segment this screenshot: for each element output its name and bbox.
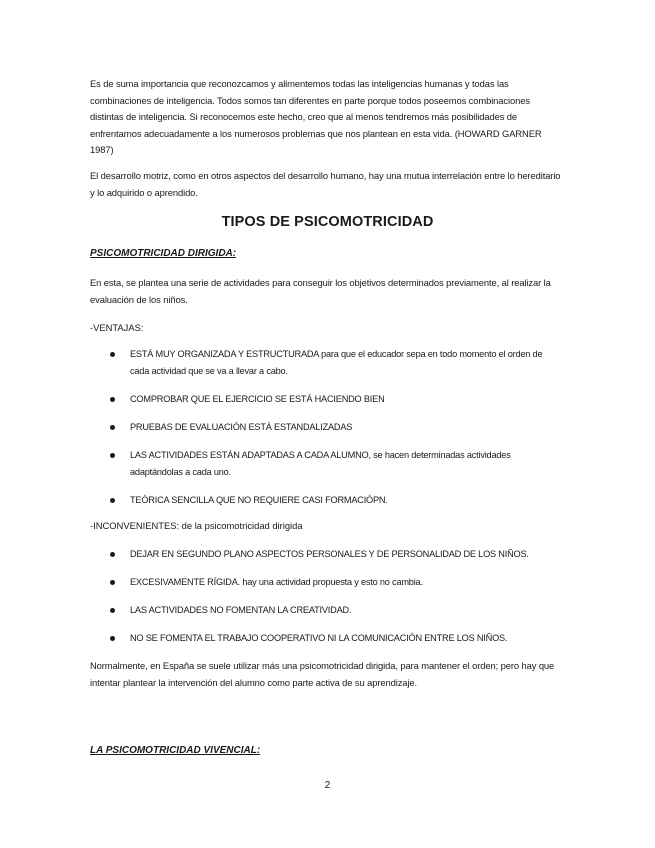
list-item-text: COMPROBAR QUE EL EJERCICIO SE ESTÁ HACIENDO BIEN <box>130 394 385 404</box>
list-item-text: ESTÁ MUY ORGANIZADA Y ESTRUCTURADA para que el educador sepa en todo momento el orden de cada actividad que se va a llevar a cabo. <box>130 349 543 376</box>
directed-paragraph: En esta, se plantea una serie de actividades para conseguir los objetivos determinados previamente, al realizar la evaluación de los niños. <box>90 277 551 305</box>
list-item-text: NO SE FOMENTA EL TRABAJO COOPERATIVO NI LA COMUNICACIÓN ENTRE LOS NIÑOS. <box>130 633 508 643</box>
bullet-icon <box>110 352 115 357</box>
list-item-text: LAS ACTIVIDADES NO FOMENTAN LA CREATIVIDAD. <box>130 605 352 615</box>
advantages-label: -VENTAJAS: <box>90 322 144 333</box>
vivencial-section-heading: LA PSICOMOTRICIDAD VIVENCIAL: <box>90 745 261 756</box>
bullet-icon <box>110 397 115 402</box>
list-item-text: DEJAR EN SEGUNDO PLANO ASPECTOS PERSONALES Y DE PERSONALIDAD DE LOS NIÑOS. <box>130 549 529 559</box>
normal-paragraph: Normalmente, en España se suele utilizar más una psicomotricidad dirigida, para mantener el orden; pero hay que intentar plantear la intervención del alumno como parte activa de su aprendizaje. <box>90 660 555 688</box>
bullet-icon <box>110 580 115 585</box>
list-item-text: EXCESIVAMENTE RÍGIDA. hay una actividad propuesta y esto no cambia. <box>130 577 423 587</box>
bullet-icon <box>110 453 115 458</box>
bullet-icon <box>110 636 115 641</box>
disadvantages-label: -INCONVENIENTES: de la psicomotricidad dirigida <box>90 520 303 531</box>
directed-section-heading: PSICOMOTRICIDAD DIRIGIDA: <box>90 248 237 259</box>
list-item-text: TEÓRICA SENCILLA QUE NO REQUIERE CASI FORMACIÓPN. <box>130 495 388 505</box>
motor-development-paragraph: El desarrollo motriz, como en otros aspectos del desarrollo humano, hay una mutua interrelación entre lo hereditario y lo adquirido o aprendido. <box>90 170 561 198</box>
intro-paragraph: Es de suma importancia que reconozcamos y alimentemos todas las inteligencias humanas y todas las combinaciones de inteligencia. Todos somos tan diferentes en parte porque todos poseemos combinaciones distintas de inteligencia. Si reconocemos este hecho, creo que al menos tendremos más posibilidades de enfrentarnos adecuadamente a los numerosos problemas que nos plantean en esta vida. (HOWARD GARNER 1987) <box>90 78 542 155</box>
page-title: TIPOS DE PSICOMOTRICIDAD <box>221 214 434 230</box>
list-item-text: LAS ACTIVIDADES ESTÁN ADAPTADAS A CADA ALUMNO, se hacen determinadas actividades adaptándolas a cada uno. <box>130 450 511 477</box>
bullet-icon <box>110 425 115 430</box>
bullet-icon <box>110 552 115 557</box>
bullet-icon <box>110 608 115 613</box>
bullet-icon <box>110 498 115 503</box>
list-item-text: PRUEBAS DE EVALUACIÓN ESTÁ ESTANDALIZADAS <box>130 422 353 432</box>
page-number: 2 <box>324 780 331 791</box>
